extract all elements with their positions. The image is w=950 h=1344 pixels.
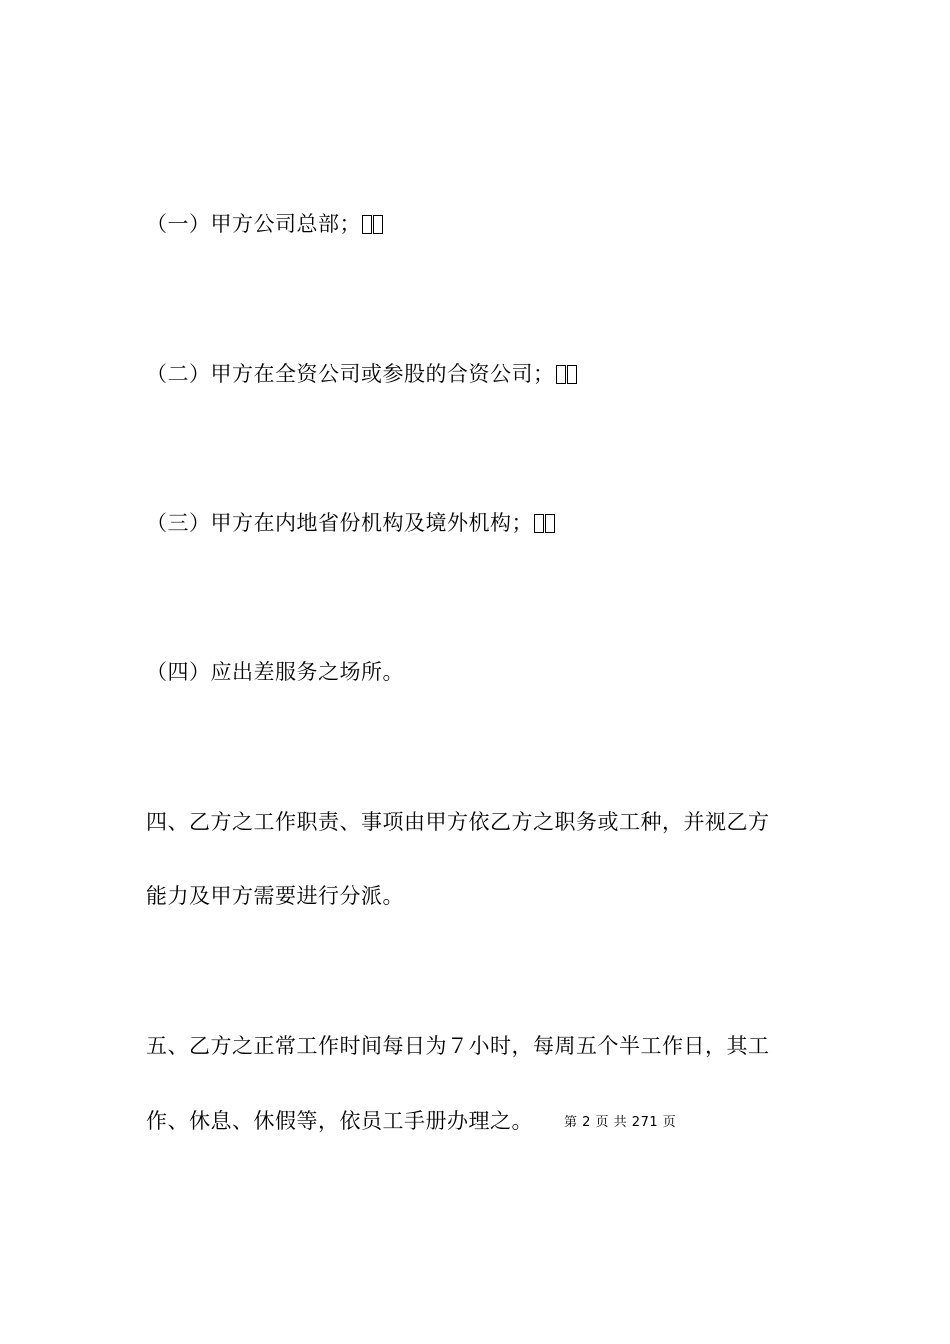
- clause-item-3-text: （三）甲方在内地省份机构及境外机构；: [146, 511, 533, 535]
- clause-four-line-2-text: 能力及甲方需要进行分派。: [146, 884, 404, 908]
- missing-glyph-box: [373, 215, 383, 234]
- missing-glyph-box: [567, 365, 577, 384]
- clause-four-line-1: [146, 808, 770, 836]
- page-indicator: 第 2 页 共 271 页: [564, 1115, 677, 1130]
- clause-five-line-1: [146, 1032, 770, 1060]
- clause-item-2: [146, 360, 577, 388]
- clause-four-line-1-text: 四、乙方之工作职责、事项由甲方依乙方之职务或工种，并视乙方: [146, 810, 770, 834]
- clause-four-line-2: [146, 882, 404, 910]
- missing-glyph-box: [556, 365, 566, 384]
- clause-item-4-text: （四）应出差服务之场所。: [146, 660, 404, 684]
- clause-item-1-text: （一）甲方公司总部；: [146, 212, 361, 236]
- clause-five-line-2: [146, 1107, 533, 1135]
- missing-glyph-box: [534, 514, 544, 533]
- clause-item-3: [146, 509, 555, 537]
- clause-five-line-2-text: 作、休息、休假等，依员工手册办理之。: [146, 1109, 533, 1133]
- clause-item-2-text: （二）甲方在全资公司或参股的合资公司；: [146, 362, 555, 386]
- clause-item-4: [146, 658, 404, 686]
- clause-five-line-1-text: 五、乙方之正常工作时间每日为７小时，每周五个半工作日，其工: [146, 1034, 770, 1058]
- missing-glyph-box: [362, 215, 372, 234]
- clause-item-1: [146, 210, 383, 238]
- missing-glyph-box: [545, 514, 555, 533]
